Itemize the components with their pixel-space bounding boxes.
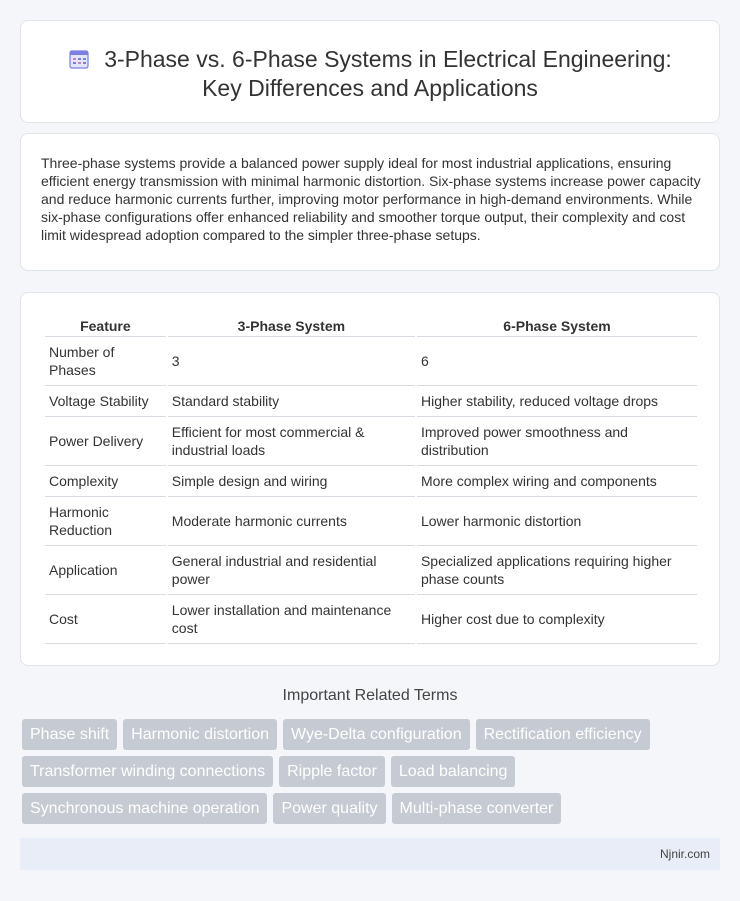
footer-site-link[interactable]: Njnir.com — [659, 847, 710, 861]
term-tag[interactable]: Power quality — [273, 793, 385, 824]
term-tag[interactable]: Synchronous machine operation — [22, 793, 267, 824]
term-tag[interactable]: Multi-phase converter — [392, 793, 562, 824]
table-row — [45, 337, 697, 386]
footer — [20, 838, 720, 870]
cell-6-phase: Lower harmonic distortion — [417, 497, 697, 546]
cell-6-phase: Specialized applications requiring higher phase counts — [417, 546, 697, 595]
cell-3-phase: Simple design and wiring — [168, 466, 415, 497]
header-3-phase: 3-Phase System — [168, 313, 415, 337]
cell-6-phase: Higher cost due to complexity — [417, 595, 697, 644]
cell-3-phase: Lower installation and maintenance cost — [168, 595, 415, 644]
summary-text: Three-phase systems provide a balanced power supply ideal for most industrial applications, ensuring efficient energy transmission with minimal harmonic distortion. Six-phase systems increase power capacity and reduce harmonic currents further, improving motor performance in high-demand environments. While six-phase configurations offer enhanced reliability and smoother torque output, their complexity and cost limit widespread adoption compared to the simpler three-phase setups. — [41, 155, 701, 243]
summary-card — [20, 133, 720, 271]
cell-6-phase: More complex wiring and components — [417, 466, 697, 497]
term-tag[interactable]: Load balancing — [391, 756, 516, 787]
related-terms-list — [22, 719, 722, 830]
term-tag[interactable]: Harmonic distortion — [123, 719, 277, 750]
table-row — [45, 417, 697, 466]
table-row — [45, 546, 697, 595]
cell-3-phase: 3 — [168, 337, 415, 386]
term-tag[interactable]: Transformer winding connections — [22, 756, 273, 787]
table-row — [45, 386, 697, 417]
cell-3-phase: Moderate harmonic currents — [168, 497, 415, 546]
term-tag[interactable]: Wye-Delta configuration — [283, 719, 470, 750]
table-row — [45, 497, 697, 546]
cell-3-phase: Efficient for most commercial & industrial loads — [168, 417, 415, 466]
cell-feature: Harmonic Reduction — [45, 497, 166, 546]
table-header-row — [45, 313, 697, 337]
header-6-phase: 6-Phase System — [417, 313, 697, 337]
cell-3-phase: Standard stability — [168, 386, 415, 417]
document-icon — [68, 48, 90, 70]
title-line-1: 3-Phase vs. 6-Phase Systems in Electrical Engineering: — [104, 46, 672, 72]
related-terms-title: Important Related Terms — [282, 687, 458, 704]
cell-feature: Application — [45, 546, 166, 595]
cell-feature: Voltage Stability — [45, 386, 166, 417]
term-tag[interactable]: Rectification efficiency — [476, 719, 650, 750]
cell-feature: Cost — [45, 595, 166, 644]
cell-6-phase: 6 — [417, 337, 697, 386]
cell-6-phase: Improved power smoothness and distribution — [417, 417, 697, 466]
cell-feature: Complexity — [45, 466, 166, 497]
comparison-table — [43, 313, 699, 644]
term-tag[interactable]: Ripple factor — [279, 756, 385, 787]
title-card — [20, 20, 720, 123]
title-line-2: Key Differences and Applications — [202, 75, 538, 101]
term-tag[interactable]: Phase shift — [22, 719, 117, 750]
table-row — [45, 595, 697, 644]
cell-feature: Power Delivery — [45, 417, 166, 466]
header-feature: Feature — [45, 313, 166, 337]
table-row — [45, 466, 697, 497]
cell-3-phase: General industrial and residential power — [168, 546, 415, 595]
comparison-card — [20, 292, 720, 666]
cell-6-phase: Higher stability, reduced voltage drops — [417, 386, 697, 417]
cell-feature: Number of Phases — [45, 337, 166, 386]
page-title — [21, 45, 719, 103]
